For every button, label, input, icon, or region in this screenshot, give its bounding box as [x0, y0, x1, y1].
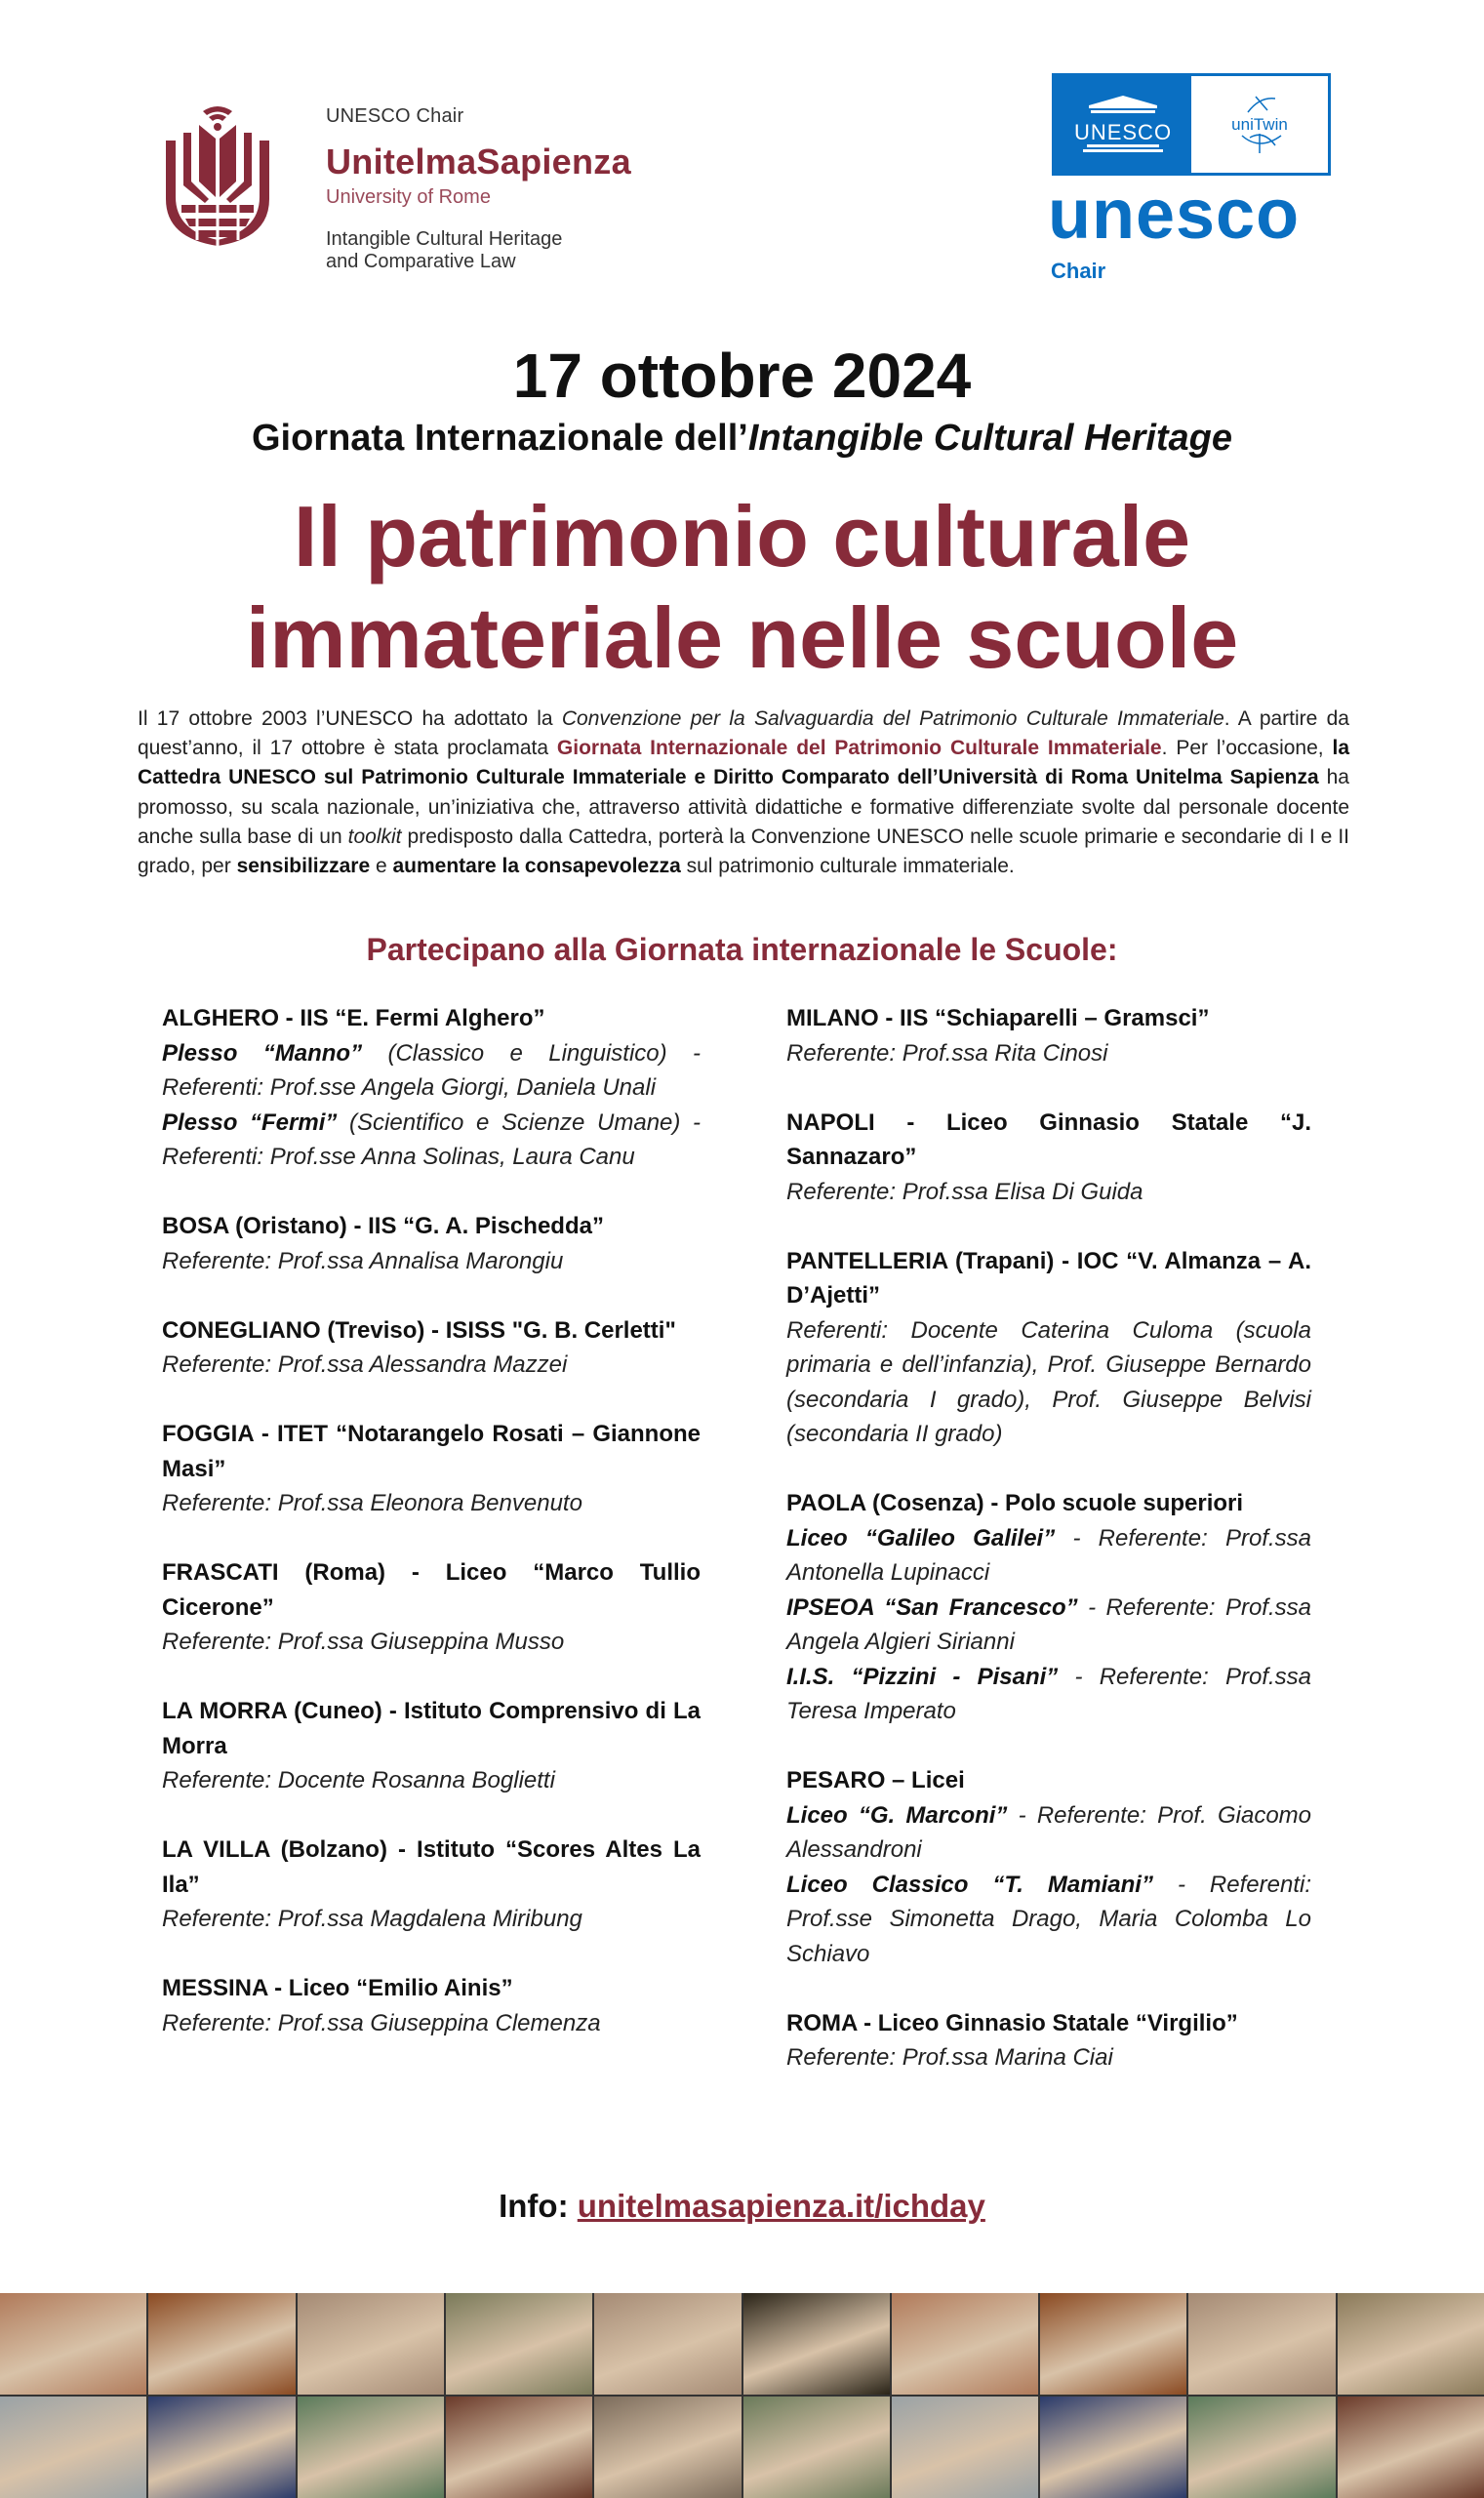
heritage-photo-tile	[148, 2293, 295, 2395]
school-referent-text: Referente: Prof.ssa Rita Cinosi	[786, 1039, 1108, 1067]
intro-cattedra-bold: la Cattedra UNESCO sul Patrimonio Culturale Immateriale e Diritto Comparato dell’Università di Roma Unitelma Sapienza	[138, 737, 1350, 789]
heritage-photo-tile	[594, 2397, 741, 2498]
intro-text: predisposto dalla Cattedra, porterà la Convenzione UNESCO nelle scuole primarie e secondarie di I e II grado, per	[138, 825, 1349, 878]
unitelma-sapienza-logo-icon	[162, 103, 273, 246]
school-name: ALGHERO - IIS “E. Fermi Alghero”	[162, 1005, 545, 1031]
school-entry	[786, 1486, 1311, 1729]
school-name: ROMA - Liceo Ginnasio Statale “Virgilio”	[786, 2009, 1238, 2036]
unitelma-sapienza-logo-text	[326, 105, 736, 273]
heritage-photo-tile	[148, 2397, 295, 2498]
school-name: PAOLA (Cosenza) - Polo scuole superiori	[786, 1490, 1244, 1516]
intro-convention-italic: Convenzione per la Salvaguardia del Patrimonio Culturale Immateriale	[561, 707, 1224, 730]
heritage-photo-tile	[1188, 2293, 1335, 2395]
school-referent	[786, 1036, 1311, 1071]
event-subtitle	[0, 415, 1484, 462]
school-name: PANTELLERIA (Trapani) - IOC “V. Almanza – A. D’Ajetti”	[786, 1247, 1311, 1309]
unesco-temple-emblem	[1055, 76, 1191, 173]
unesco-unitwin-logo	[1052, 73, 1331, 176]
school-referent-text: Referente: Prof.ssa Eleonora Benvenuto	[162, 1490, 582, 1516]
intro-text: sul patrimonio culturale immateriale.	[680, 855, 1015, 878]
school-entry	[162, 1313, 701, 1383]
school-referent	[786, 2040, 1311, 2075]
school-referent-text: Referente: Prof.ssa Giuseppina Musso	[162, 1629, 565, 1655]
school-referent	[786, 1313, 1311, 1452]
heritage-photo-tile	[446, 2293, 592, 2395]
school-branch: Liceo “G. Marconi”	[786, 1801, 1008, 1829]
school-name: CONEGLIANO (Treviso) - ISISS "G. B. Cerletti"	[162, 1316, 676, 1344]
school-referent-text: Referenti: Docente Caterina Culoma (scuola primaria e dell’infanzia), Prof. Giuseppe Bernardo (secondaria I grado), Prof. Giuseppe Belvisi (secondaria II grado)	[786, 1316, 1311, 1447]
intro-text: Il 17 ottobre 2003 l’UNESCO ha adottato la	[138, 707, 562, 730]
school-referent	[786, 1660, 1311, 1729]
heritage-photo-tile	[0, 2397, 146, 2498]
intro-text: e	[370, 855, 393, 878]
school-name: FRASCATI (Roma) - Liceo “Marco Tullio Cicerone”	[162, 1559, 701, 1621]
unitwin-text: uniTwin	[1231, 114, 1288, 134]
school-entry	[786, 1106, 1311, 1210]
school-referent	[786, 1175, 1311, 1210]
heritage-photo-tile	[892, 2397, 1038, 2498]
school-referent-text: Referente: Prof.ssa Elisa Di Guida	[786, 1178, 1143, 1205]
school-referent-text: (Scientifico e Scienze Umane) - Referenti: Prof.sse Anna Solinas, Laura Canu	[162, 1108, 702, 1170]
school-referent	[786, 1591, 1311, 1660]
info-link[interactable]: unitelmasapienza.it/ichday	[577, 2188, 985, 2224]
school-name: LA VILLA (Bolzano) - Istituto “Scores Altes La Ila”	[162, 1836, 701, 1898]
school-name: BOSA (Oristano) - IIS “G. A. Pischedda”	[162, 1213, 604, 1239]
school-referent-text: Referente: Prof.ssa Annalisa Marongiu	[162, 1247, 564, 1274]
unesco-emblem-text: UNESCO	[1073, 119, 1173, 144]
school-referent-text: (Classico e Linguistico) - Referenti: Prof.sse Angela Giorgi, Daniela Unali	[162, 1039, 701, 1101]
schools-list-right	[786, 1001, 1311, 2110]
school-name: MILANO - IIS “Schiaparelli – Gramsci”	[786, 1005, 1210, 1031]
school-branch: Liceo Classico “T. Mamiani”	[786, 1871, 1153, 1898]
heritage-photo-tile	[1338, 2293, 1484, 2395]
school-branch: I.I.S. “Pizzini - Pisani”	[786, 1663, 1059, 1690]
school-referent	[786, 1868, 1311, 1972]
school-name: FOGGIA - ITET “Notarangelo Rosati – Giannone Masi”	[162, 1421, 701, 1482]
school-referent	[162, 2006, 701, 2041]
school-referent-text: Referente: Prof.ssa Marina Ciai	[786, 2044, 1113, 2071]
unitwin-emblem	[1191, 76, 1328, 173]
school-entry	[162, 1555, 701, 1660]
school-branch: Liceo “Galileo Galilei”	[786, 1524, 1056, 1551]
heritage-photo-tile	[1040, 2293, 1186, 2395]
intro-consapevolezza-bold: aumentare la consapevolezza	[392, 855, 681, 878]
heritage-photo-tile	[446, 2397, 592, 2498]
main-title-line-2: immateriale nelle scuole	[245, 589, 1239, 686]
school-branch: IPSEOA “San Francesco”	[786, 1593, 1078, 1621]
heritage-photo-tile	[892, 2293, 1038, 2395]
chair-line-2: and Comparative Law	[326, 251, 516, 272]
school-name: LA MORRA (Cuneo) - Istituto Comprensivo di La Morra	[162, 1698, 701, 1759]
school-entry	[162, 1209, 701, 1278]
main-title-line-1: Il patrimonio culturale	[293, 488, 1191, 584]
intro-text: . Per l’occasione,	[1161, 737, 1333, 760]
heritage-photo-tile	[0, 2293, 146, 2395]
unesco-chair-label: UNESCO Chair	[326, 105, 464, 127]
school-entry	[162, 1001, 701, 1175]
chair-line-1: Intangible Cultural Heritage	[326, 228, 563, 250]
cultural-heritage-photo-strip	[0, 2293, 1484, 2498]
intro-text: ha promosso, su scala nazionale, un’iniziativa che, attraverso attività didattiche e formative differenziate svolte dal personale docente anche sulla base di un	[138, 766, 1349, 848]
university-name: UnitelmaSapienza	[326, 141, 631, 181]
schools-heading: Partecipano alla Giornata internazionale le Scuole:	[366, 932, 1118, 967]
school-referent	[786, 1798, 1311, 1868]
school-entry	[786, 1763, 1311, 1971]
school-referent-text: Referente: Prof.ssa Alessandra Mazzei	[162, 1351, 568, 1378]
unesco-wordmark: unesco	[1048, 176, 1301, 254]
heritage-photo-tile	[594, 2293, 741, 2395]
school-branch: Plesso “Manno”	[162, 1039, 363, 1067]
subtitle-italic: Intangible Cultural Heritage	[747, 418, 1233, 459]
school-referent	[162, 1486, 701, 1521]
intro-giornata-highlight: Giornata Internazionale del Patrimonio Culturale Immateriale	[556, 737, 1162, 760]
school-referent	[786, 1521, 1311, 1591]
unesco-chair-text: Chair	[1051, 259, 1106, 283]
school-referent-text: Referente: Prof.ssa Giuseppina Clemenza	[162, 2009, 601, 2036]
school-referent	[162, 1106, 701, 1175]
intro-paragraph	[138, 705, 1349, 881]
subtitle-regular: Giornata Internazionale dell’	[251, 418, 748, 459]
info-label: Info:	[499, 2188, 578, 2224]
school-entry	[786, 1001, 1311, 1070]
school-entry	[162, 1971, 701, 2040]
school-name: NAPOLI - Liceo Ginnasio Statale “J. Sannazaro”	[786, 1108, 1311, 1170]
heritage-photo-tile	[1040, 2397, 1186, 2498]
school-referent-text: - Referente: Prof. Giacomo Alessandroni	[786, 1801, 1312, 1863]
school-entry	[162, 1417, 701, 1521]
intro-sensibilizzare-bold: sensibilizzare	[236, 855, 371, 878]
schools-list-left	[162, 1001, 701, 2075]
heritage-photo-tile	[298, 2397, 444, 2498]
school-referent-text: - Referenti: Prof.sse Simonetta Drago, Maria Colomba Lo Schiavo	[786, 1871, 1311, 1967]
school-entry	[786, 1244, 1311, 1452]
chair-description	[326, 228, 736, 273]
school-referent-text: Referente: Prof.ssa Magdalena Miribung	[162, 1906, 582, 1932]
school-referent	[162, 1763, 701, 1798]
info-line	[0, 2188, 1484, 2225]
school-referent	[162, 1625, 701, 1660]
heritage-photo-tile	[743, 2397, 890, 2498]
unesco-temple-icon	[1073, 94, 1173, 156]
heritage-photo-tile	[1188, 2397, 1335, 2498]
intro-text: . A partire da quest’anno, il 17 ottobre è stata proclamata	[138, 707, 1349, 760]
school-referent-text: - Referente: Prof.ssa Antonella Lupinacci	[786, 1524, 1311, 1586]
school-referent-text: Referente: Docente Rosanna Boglietti	[162, 1767, 555, 1793]
school-name: MESSINA - Liceo “Emilio Ainis”	[162, 1975, 513, 2001]
event-date: 17 ottobre 2024	[512, 341, 972, 411]
school-entry	[162, 1694, 701, 1798]
main-title	[0, 486, 1484, 689]
school-entry	[162, 1833, 701, 1937]
school-branch: Plesso “Fermi”	[162, 1108, 338, 1136]
school-referent-text: - Referente: Prof.ssa Teresa Imperato	[786, 1663, 1311, 1724]
school-entry	[786, 2006, 1311, 2075]
unitwin-globe-icon	[1221, 91, 1299, 159]
school-referent	[162, 1036, 701, 1106]
heritage-photo-tile	[298, 2293, 444, 2395]
school-referent	[162, 1348, 701, 1383]
school-referent-text: - Referente: Prof.ssa Angela Algieri Sirianni	[786, 1593, 1311, 1655]
university-subtitle: University of Rome	[326, 186, 491, 208]
heritage-photo-tile	[743, 2293, 890, 2395]
school-referent	[162, 1902, 701, 1937]
heritage-photo-tile	[1338, 2397, 1484, 2498]
school-name: PESARO – Licei	[786, 1767, 965, 1793]
intro-toolkit-italic: toolkit	[347, 825, 402, 848]
school-referent	[162, 1244, 701, 1279]
